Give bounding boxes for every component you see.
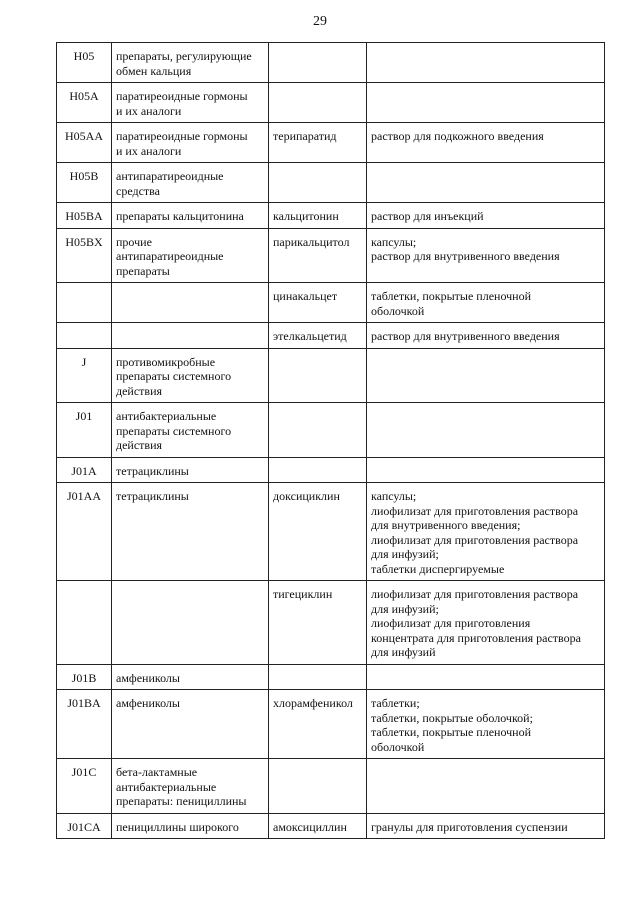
dosage-form-line: лиофилизат для приготовления раствора [371,587,579,601]
group-name-cell [112,203,269,229]
table-row [57,163,605,203]
dosage-form-cell [367,43,605,83]
atc-code-cell [57,323,112,349]
group-name-line: препараты кальцитонина [116,209,244,223]
drug-name-cell: парикальцитол [269,228,367,283]
group-name-line: тетрациклины [116,463,189,478]
atc-code-cell: H05B [57,163,112,203]
drug-name-cell: амоксициллин [269,813,367,839]
group-name-cell [112,123,269,163]
dosage-form-cell [367,483,605,581]
group-name-cell [112,813,269,839]
atc-code-cell: J [57,348,112,403]
drug-name-cell [269,348,367,403]
dosage-form-cell [367,283,605,323]
group-name-line: действия [116,383,163,398]
dosage-form-line: для инфузий; [371,547,439,561]
group-name-cell [112,457,269,483]
atc-code-cell: J01B [57,664,112,690]
dosage-form-cell [367,163,605,203]
group-name-line: бета-лактамные [116,765,198,779]
table-row [57,228,605,283]
table-row [57,203,605,229]
atc-code-cell: J01A [57,457,112,483]
group-name-line: тетрациклины [116,489,189,503]
atc-code-cell: J01CA [57,813,112,839]
drug-table [56,42,605,839]
atc-code-cell: J01 [57,403,112,458]
group-name-line: и их аналоги [116,143,182,158]
dosage-form-line: лиофилизат для приготовления [371,616,531,630]
dosage-form-line: гранулы для приготовления суспензии [371,819,568,834]
dosage-form-line: раствор для инъекций [371,209,484,223]
table-row [57,348,605,403]
dosage-form-cell [367,664,605,690]
drug-name-cell [269,83,367,123]
dosage-form-cell [367,123,605,163]
group-name-cell [112,403,269,458]
group-name-line: амфениколы [116,696,180,710]
table-row [57,813,605,839]
dosage-form-cell [367,403,605,458]
drug-name-cell [269,163,367,203]
dosage-form-line: таблетки, покрытые оболочкой; [371,710,533,725]
group-name-cell [112,690,269,759]
dosage-form-line: лиофилизат для приготовления раствора [371,503,579,518]
atc-code-cell [57,581,112,665]
group-name-cell [112,664,269,690]
dosage-form-line: таблетки, покрытые пленочной [371,725,532,739]
group-name-cell [112,483,269,581]
atc-code-cell: J01C [57,759,112,814]
dosage-form-line: для инфузий [371,645,436,659]
dosage-form-cell [367,581,605,665]
dosage-form-cell [367,759,605,814]
dosage-form-line: лиофилизат для приготовления раствора [371,532,579,547]
group-name-line: противомикробные [116,354,216,369]
group-name-line: антипаратиреоидные [116,249,224,263]
drug-name-cell [269,664,367,690]
group-name-cell [112,163,269,203]
dosage-form-line: для внутривенного введения; [371,518,521,532]
group-name-line: обмен кальция [116,63,192,78]
drug-name-cell: этелкальцетид [269,323,367,349]
atc-code-cell: H05AA [57,123,112,163]
drug-name-cell [269,403,367,458]
drug-name-cell: доксициклин [269,483,367,581]
group-name-line: антибактериальные [116,409,217,423]
drug-name-cell: тигециклин [269,581,367,665]
group-name-line: препараты: пенициллины [116,794,247,808]
dosage-form-cell [367,348,605,403]
dosage-form-cell [367,83,605,123]
drug-name-cell: цинакальцет [269,283,367,323]
drug-name-cell [269,457,367,483]
table-row [57,483,605,581]
dosage-form-line: капсулы; [371,489,417,503]
atc-code-cell [57,283,112,323]
dosage-form-line: таблетки диспергируемые [371,561,505,576]
table-row [57,664,605,690]
dosage-form-cell [367,690,605,759]
group-name-line: препараты системного [116,423,232,438]
group-name-cell [112,759,269,814]
dosage-form-cell [367,323,605,349]
group-name-line: пенициллины широкого [116,819,239,834]
dosage-form-line: раствор для внутривенного введения [371,329,560,343]
table-body [57,43,605,839]
drug-name-cell [269,43,367,83]
group-name-cell [112,43,269,83]
table-row [57,43,605,83]
drug-name-cell: кальцитонин [269,203,367,229]
dosage-form-line: оболочкой [371,739,425,754]
group-name-line: паратиреоидные гормоны [116,129,248,143]
dosage-form-line: концентрата для приготовления раствора [371,630,581,645]
atc-code-cell: H05A [57,83,112,123]
group-name-line: препараты [116,263,170,278]
group-name-line: антипаратиреоидные [116,169,224,183]
group-name-line: антибактериальные [116,779,217,794]
dosage-form-line: капсулы; [371,234,417,249]
group-name-line: амфениколы [116,670,180,685]
table-row [57,283,605,323]
table-row [57,83,605,123]
group-name-line: средства [116,183,161,198]
group-name-cell [112,323,269,349]
group-name-cell [112,348,269,403]
drug-name-cell: терипаратид [269,123,367,163]
group-name-line: препараты, регулирующие [116,49,252,63]
atc-code-cell: H05 [57,43,112,83]
dosage-form-line: таблетки; [371,696,420,710]
dosage-form-cell [367,813,605,839]
table-row [57,457,605,483]
dosage-form-line: оболочкой [371,303,425,318]
group-name-line: паратиреоидные гормоны [116,89,248,103]
drug-name-cell [269,759,367,814]
table-row [57,581,605,665]
page-number: 29 [313,14,327,29]
dosage-form-line: таблетки, покрытые пленочной [371,289,532,303]
atc-code-cell: J01AA [57,483,112,581]
dosage-form-cell [367,457,605,483]
table-row [57,690,605,759]
group-name-cell [112,83,269,123]
drug-name-cell: хлорамфеникол [269,690,367,759]
atc-code-cell: H05BX [57,228,112,283]
dosage-form-line: для инфузий; [371,601,439,616]
group-name-line: препараты системного [116,369,232,383]
group-name-line: и их аналоги [116,103,182,118]
dosage-form-cell [367,228,605,283]
group-name-cell [112,228,269,283]
atc-code-cell: H05BA [57,203,112,229]
dosage-form-cell [367,203,605,229]
table-row [57,323,605,349]
group-name-line: прочие [116,234,152,249]
table-row [57,123,605,163]
atc-code-cell: J01BA [57,690,112,759]
dosage-form-line: раствор для внутривенного введения [371,249,560,263]
group-name-cell [112,581,269,665]
table-row [57,403,605,458]
group-name-line: действия [116,438,163,452]
group-name-cell [112,283,269,323]
table-row [57,759,605,814]
dosage-form-line: раствор для подкожного введения [371,129,544,143]
